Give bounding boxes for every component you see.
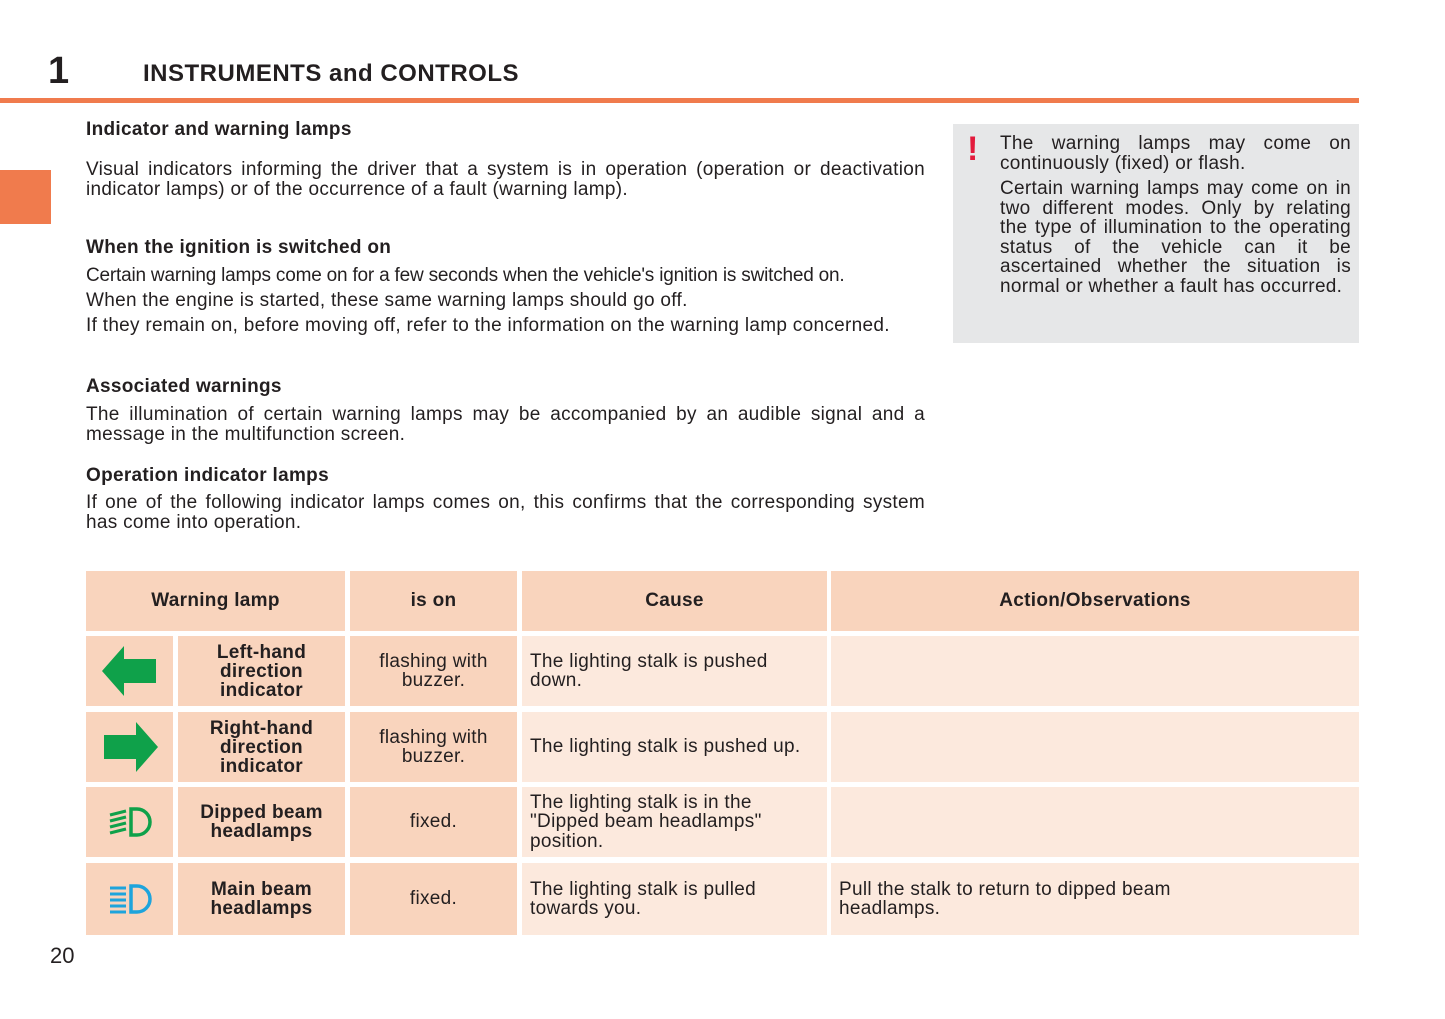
- action-text: Pull the stalk to return to dipped beam headlamps.: [831, 863, 1359, 935]
- is-on-value: flashing with buzzer.: [350, 636, 517, 706]
- ignition-heading: When the ignition is switched on: [86, 237, 392, 258]
- operation-heading: Operation indicator lamps: [86, 465, 329, 486]
- header-action: Action/Observations: [831, 571, 1359, 631]
- ignition-text-3: If they remain on, before moving off, refer to the information on the warning lamp concerned.: [86, 315, 890, 336]
- associated-heading: Associated warnings: [86, 376, 282, 397]
- ignition-text-1: Certain warning lamps come on for a few seconds when the vehicle's ignition is switched on.: [86, 265, 845, 286]
- cause-text: The lighting stalk is pushed down.: [522, 636, 827, 706]
- cause-text: The lighting stalk is in the "Dipped beam headlamps" position.: [522, 787, 827, 857]
- is-on-value: flashing with buzzer.: [350, 712, 517, 782]
- action-text: [831, 712, 1359, 782]
- main-beam-icon: [86, 863, 173, 935]
- warning-note-box: [953, 124, 1359, 343]
- cause-text: The lighting stalk is pulled towards you.: [522, 863, 827, 935]
- intro-text: Visual indicators informing the driver that a system is in operation (operation or deactivation indicator lamps) or of the occurrence of a fault (warning lamp).: [86, 159, 925, 200]
- chapter-number: 1: [48, 50, 70, 92]
- is-on-value: fixed.: [350, 863, 517, 935]
- operation-text: If one of the following indicator lamps comes on, this confirms that the corresponding system has come into operation.: [86, 492, 925, 533]
- left-arrow-icon: [86, 636, 173, 706]
- action-text: [831, 636, 1359, 706]
- lamp-name: Dipped beam headlamps: [178, 787, 345, 857]
- header-is-on: is on: [350, 571, 517, 631]
- cause-text: The lighting stalk is pushed up.: [522, 712, 827, 782]
- associated-text: The illumination of certain warning lamps may be accompanied by an audible signal and a message in the multifunction screen.: [86, 404, 925, 445]
- page-number: 20: [50, 943, 75, 968]
- lamp-name: Main beam headlamps: [178, 863, 345, 935]
- action-text: [831, 787, 1359, 857]
- chapter-tab-marker: [0, 170, 51, 224]
- dipped-beam-icon: [86, 787, 173, 857]
- chapter-title: INSTRUMENTS and CONTROLS: [143, 60, 519, 87]
- exclamation-icon: !: [967, 130, 979, 168]
- is-on-value: fixed.: [350, 787, 517, 857]
- header-cause: Cause: [522, 571, 827, 631]
- lamp-name: Right-hand direction indicator: [178, 712, 345, 782]
- note-text-2: Certain warning lamps may come on in two different modes. Only by relating the type of illumination to the operating status of the vehicle can it be ascertained whether the situation is normal or whether a fault has occurred.: [1000, 178, 1351, 297]
- header-divider: [0, 98, 1359, 103]
- header-warning-lamp: Warning lamp: [86, 571, 345, 631]
- note-text-1: The warning lamps may come on continuously (fixed) or flash.: [1000, 133, 1351, 174]
- right-arrow-icon: [86, 712, 173, 782]
- ignition-text-2: When the engine is started, these same warning lamps should go off.: [86, 290, 688, 311]
- lamp-name: Left-hand direction indicator: [178, 636, 345, 706]
- section-title: Indicator and warning lamps: [86, 119, 352, 140]
